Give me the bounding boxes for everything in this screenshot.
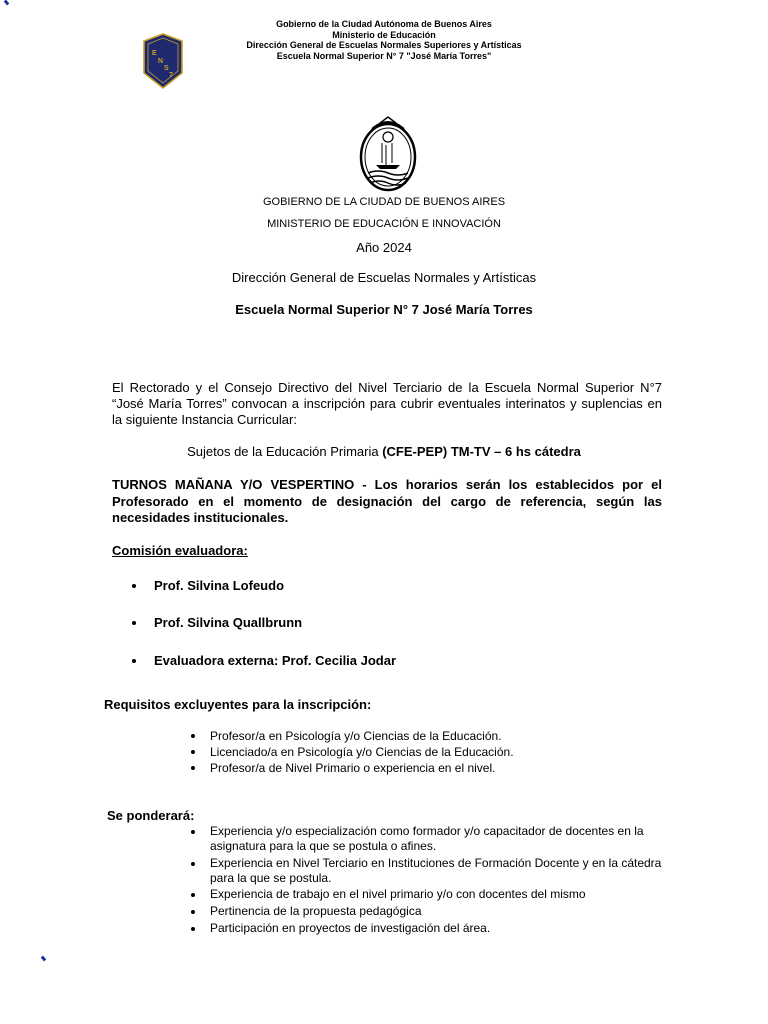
bullet-icon (191, 893, 195, 897)
scan-mark-bottom (41, 956, 47, 962)
header-school: Escuela Normal Superior N° 7 "José María Torres" (276, 50, 492, 61)
comision-title: Comisión evaluadora: (112, 543, 248, 558)
school-logo-icon (142, 33, 184, 89)
bullet-icon (191, 734, 195, 738)
bullet-icon (191, 750, 195, 754)
bullet-icon (191, 927, 195, 931)
list-item: Licenciado/a en Psicología y/o Ciencias de la Educación. (188, 744, 668, 760)
svg-text:7: 7 (169, 72, 173, 79)
list-item: Pertinencia de la propuesta pedagógica (188, 904, 668, 919)
pondera-list (188, 824, 668, 937)
bullet-icon (191, 910, 195, 914)
list-item: Experiencia y/o especialización como formador y/o capacitador de docentes en la asignatura para la que se postula o afines. (188, 824, 668, 854)
svg-text:N: N (158, 58, 164, 65)
list-item: Profesor/a en Psicología y/o Ciencias de la Educación. (188, 728, 668, 744)
heading-ministry: MINISTERIO DE EDUCACIÓN E INNOVACIÓN (267, 218, 501, 230)
header-ministry: Ministerio de Educación (332, 29, 436, 40)
heading-year: Año 2024 (356, 240, 412, 255)
turnos-paragraph: TURNOS MAÑANA Y/O VESPERTINO - Los horarios serán los establecidos por el Profesorado en el momento de designación del cargo de referencia, según las necesidades institucionales. (112, 477, 662, 525)
scan-mark-top (4, 0, 10, 5)
bullet-icon (191, 830, 195, 834)
city-seal-icon (358, 113, 418, 193)
bullet-icon (191, 766, 195, 770)
pondera-title: Se ponderará: (107, 808, 195, 823)
intro-paragraph: El Rectorado y el Consejo Directivo del Nivel Terciario de la Escuela Normal Superior N°7 “José María Torres” convocan a inscripción para cubrir eventuales interinatos y suplencias en la siguiente Instancia Curricular: (112, 380, 662, 427)
svg-text:E: E (152, 50, 157, 57)
list-item: Participación en proyectos de investigación del área. (188, 921, 668, 936)
heading-school: Escuela Normal Superior N° 7 José María Torres (235, 302, 533, 317)
subject-line (0, 444, 768, 459)
bullet-icon (132, 584, 136, 588)
subject-code: (CFE-PEP) TM-TV – 6 hs cátedra (382, 444, 581, 459)
header-gov: Gobierno de la Ciudad Autónoma de Buenos Aires (276, 19, 492, 29)
heading-direction: Dirección General de Escuelas Normales y Artísticas (231, 270, 537, 285)
svg-text:S: S (164, 65, 169, 72)
list-item: Experiencia en Nivel Terciario en Instituciones de Formación Docente y en la cátedra para la que se postula. (188, 856, 668, 886)
bullet-icon (191, 862, 195, 866)
list-item: Profesor/a de Nivel Primario o experiencia en el nivel. (188, 760, 668, 776)
heading-gov: GOBIERNO DE LA CIUDAD DE BUENOS AIRES (262, 196, 506, 208)
bullet-icon (132, 621, 136, 625)
subject-prefix: Sujetos de la Educación Primaria (187, 444, 383, 459)
requisitos-title: Requisitos excluyentes para la inscripción: (104, 697, 372, 712)
document-header (180, 19, 588, 61)
bullet-icon (132, 659, 136, 663)
header-direction: Dirección General de Escuelas Normales Superiores y Artísticas (246, 40, 522, 50)
requisitos-list (188, 728, 668, 776)
list-item: Experiencia de trabajo en el nivel primario y/o con docentes del mismo (188, 887, 668, 902)
